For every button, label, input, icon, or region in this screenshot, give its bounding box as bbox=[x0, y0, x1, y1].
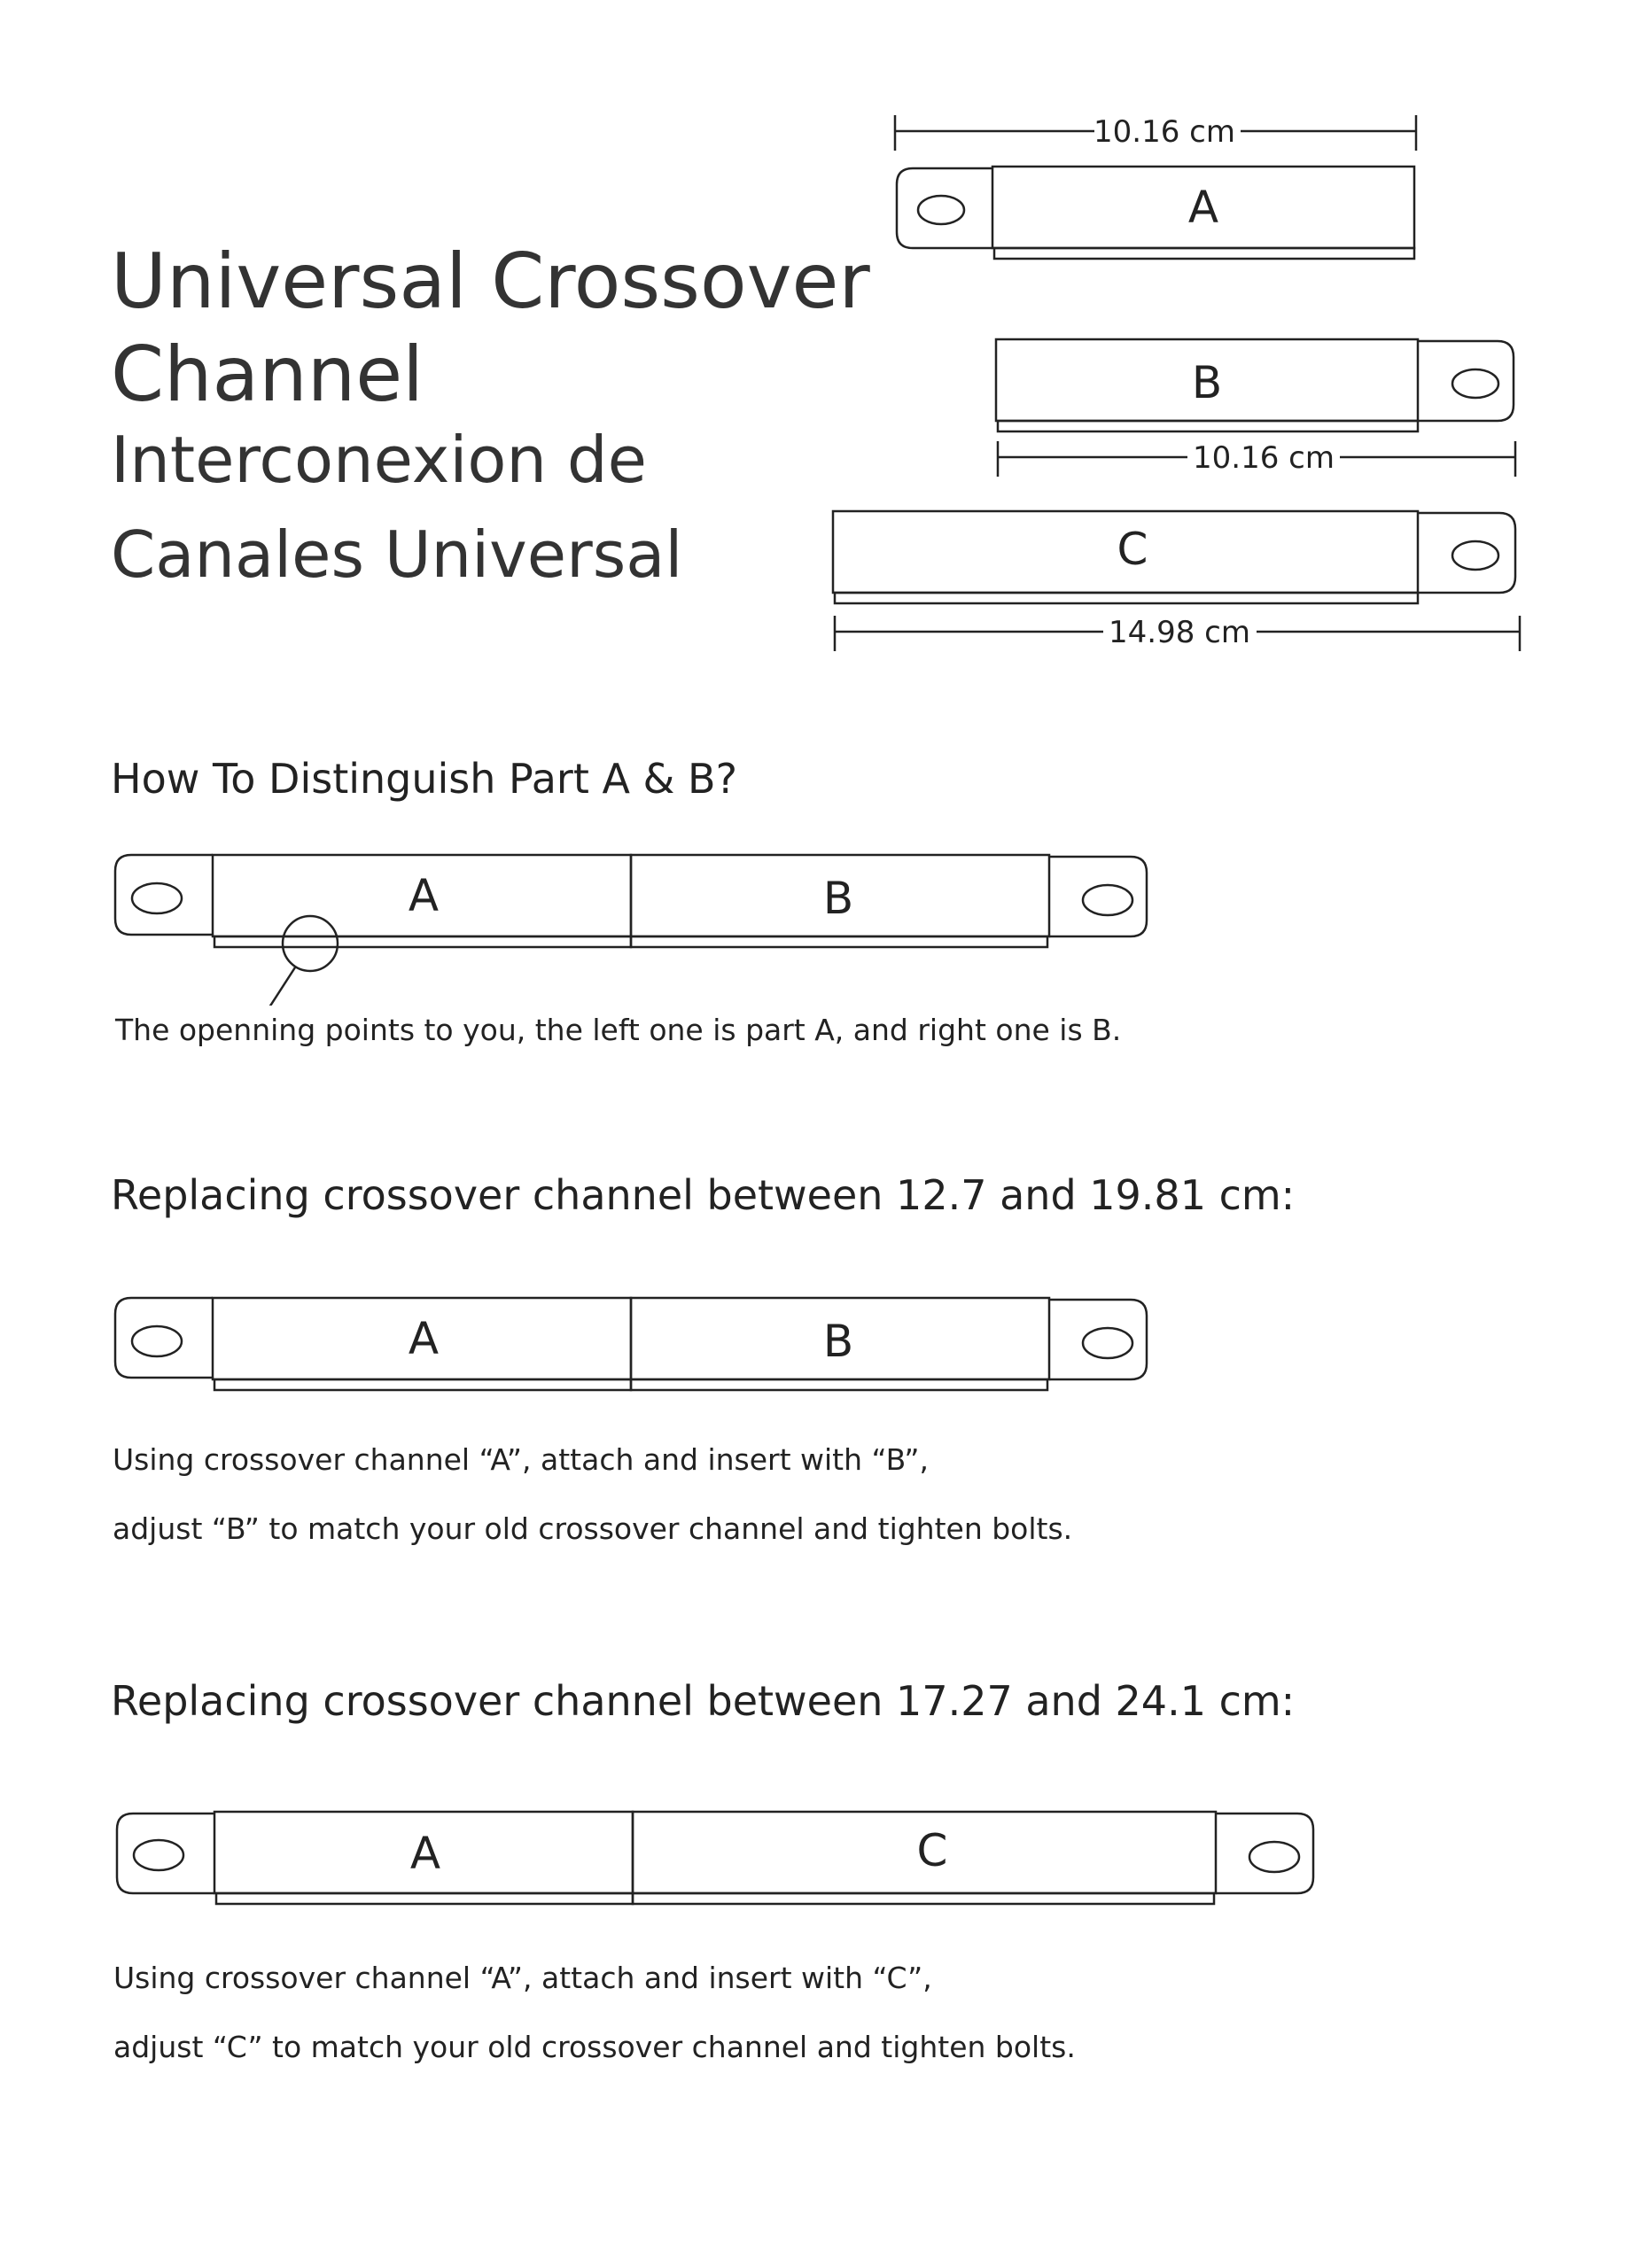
distinguish-assembly-diagram bbox=[0, 846, 1650, 1006]
section2-part-a-label: A bbox=[409, 1828, 441, 1879]
distinguish-left-bolt-hole bbox=[132, 883, 182, 913]
part-c-bolt-hole bbox=[1452, 541, 1498, 570]
section1-left-mounting-tab bbox=[115, 1298, 213, 1378]
distinguish-part-b-lip bbox=[631, 936, 1047, 947]
page-subtitle-line-1: Interconexion de bbox=[111, 423, 647, 497]
part-b-label: B bbox=[1191, 357, 1223, 408]
part-a-diagram bbox=[895, 114, 1416, 259]
section2-instruction-line-2: adjust “C” to match your old crossover channel and tighten bolts. bbox=[113, 2030, 1076, 2064]
section1-part-b-lip bbox=[631, 1379, 1047, 1390]
distinguish-part-a-label: A bbox=[408, 870, 440, 921]
section1-heading: Replacing crossover channel between 12.7 and 19.81 cm: bbox=[111, 1171, 1296, 1219]
section1-left-bolt-hole bbox=[132, 1326, 182, 1356]
distinguish-right-bolt-hole bbox=[1083, 885, 1132, 915]
section1-right-bolt-hole bbox=[1083, 1328, 1132, 1358]
section2-right-bolt-hole bbox=[1249, 1842, 1299, 1872]
opening-highlight-circle bbox=[283, 916, 338, 971]
distinguish-part-a-lip bbox=[214, 936, 631, 947]
part-b-diagram bbox=[996, 339, 1515, 477]
section1-instruction-line-2: adjust “B” to match your old crossover channel and tighten bolts. bbox=[113, 1511, 1073, 1546]
page-title-line-1: Universal Crossover bbox=[111, 237, 870, 326]
section2-instruction-line-1: Using crossover channel “A”, attach and insert with “C”, bbox=[113, 1961, 932, 1995]
part-c-channel-lip bbox=[835, 593, 1418, 603]
section2-assembly-diagram bbox=[0, 1805, 1650, 1938]
part-a-mounting-tab bbox=[897, 168, 992, 248]
opening-pointer-line bbox=[268, 967, 295, 1006]
distinguish-caption: The openning points to you, the left one is part A, and right one is B. bbox=[115, 1013, 1122, 1047]
part-c-label: C bbox=[1117, 524, 1148, 575]
section2-left-mounting-tab bbox=[117, 1814, 214, 1893]
part-a-dimension-label: 10.16 cm bbox=[1094, 114, 1235, 150]
part-b-dimension-label: 10.16 cm bbox=[1193, 440, 1335, 476]
part-c-dimension-label: 14.98 cm bbox=[1109, 615, 1250, 650]
section1-instruction-line-1: Using crossover channel “A”, attach and insert with “B”, bbox=[113, 1442, 930, 1477]
part-b-bolt-hole bbox=[1452, 369, 1498, 398]
section2-part-c-label: C bbox=[916, 1825, 948, 1876]
section1-part-a-label: A bbox=[408, 1313, 440, 1364]
parts-dimension-diagram bbox=[0, 0, 1650, 709]
distinguish-heading: How To Distinguish Part A & B? bbox=[111, 755, 738, 803]
distinguish-part-b-label: B bbox=[822, 873, 854, 924]
part-b-channel-lip bbox=[998, 421, 1418, 431]
page-subtitle-line-2: Canales Universal bbox=[111, 517, 683, 592]
part-a-label: A bbox=[1187, 182, 1219, 233]
section2-left-bolt-hole bbox=[134, 1840, 183, 1870]
part-a-channel-lip bbox=[994, 248, 1414, 259]
section2-heading: Replacing crossover channel between 17.27 and 24.1 cm: bbox=[111, 1677, 1296, 1725]
page-title-line-2: Channel bbox=[111, 330, 424, 419]
part-c-mounting-tab bbox=[1418, 513, 1515, 593]
distinguish-left-mounting-tab bbox=[115, 855, 213, 935]
part-c-diagram bbox=[833, 511, 1520, 651]
part-a-bolt-hole bbox=[918, 196, 964, 224]
section1-part-b-label: B bbox=[822, 1316, 854, 1367]
section2-part-a-lip bbox=[216, 1893, 633, 1904]
section1-assembly-diagram bbox=[0, 1289, 1650, 1422]
section1-part-a-lip bbox=[214, 1379, 631, 1390]
section2-part-c-lip bbox=[633, 1893, 1214, 1904]
